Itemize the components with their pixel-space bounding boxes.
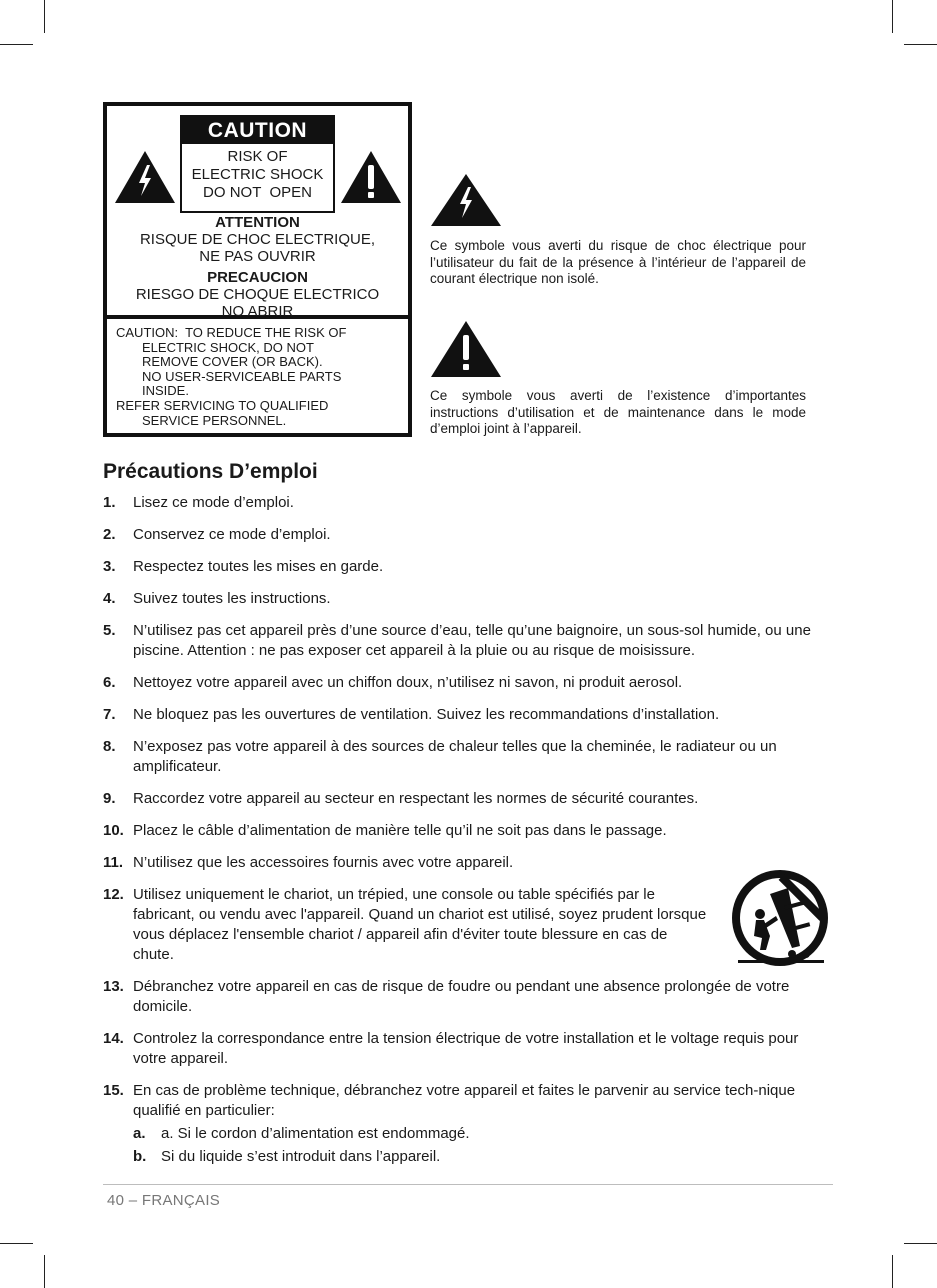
- precaucion-block: [107, 269, 408, 320]
- item-number: 5.: [103, 622, 116, 639]
- item-number: 8.: [103, 738, 116, 755]
- caution-instructions: [116, 326, 402, 428]
- list-item: [103, 589, 833, 609]
- list-item: [103, 1081, 833, 1167]
- item-text: Ne bloquez pas les ouvertures de ventilation. Suivez les recommandations d’installation.: [133, 706, 720, 723]
- item-number: 6.: [103, 674, 116, 691]
- list-item: [103, 557, 833, 577]
- instruction-line: NO USER-SERVICEABLE PARTS: [142, 368, 342, 384]
- list-item: [103, 885, 833, 965]
- item-number: 3.: [103, 558, 116, 575]
- sub-item-text: a. Si le cordon d’alimentation est endommagé.: [161, 1125, 470, 1142]
- item-text: Suivez toutes les instructions.: [133, 590, 331, 607]
- attention-heading: ATTENTION: [215, 214, 300, 231]
- crop-mark: [892, 1255, 893, 1288]
- sub-list: [133, 1124, 833, 1167]
- instruction-line: SERVICE PERSONNEL.: [142, 412, 287, 428]
- exclamation-symbol-icon: [430, 320, 502, 378]
- crop-mark: [892, 0, 893, 33]
- list-item: [103, 737, 833, 777]
- list-item: [103, 789, 833, 809]
- section-title: Précautions D’emploi: [103, 460, 318, 483]
- item-number: 11.: [103, 854, 124, 871]
- precaucion-line: NO ABRIR: [221, 303, 294, 320]
- caution-line: ELECTRIC SHOCK: [191, 166, 324, 183]
- sub-list-item: [133, 1147, 833, 1167]
- crop-mark: [0, 1243, 33, 1244]
- item-number: 9.: [103, 790, 116, 807]
- item-number: 1.: [103, 494, 116, 511]
- item-number: 2.: [103, 526, 116, 543]
- item-number: 10.: [103, 822, 124, 839]
- caution-line: RISK OF: [227, 148, 288, 165]
- item-number: 15.: [103, 1082, 124, 1099]
- list-item: [103, 621, 833, 661]
- sub-item-text: Si du liquide s’est introduit dans l’appareil.: [161, 1148, 441, 1165]
- shock-symbol-text: Ce symbole vous averti du risque de choc électrique pour l’utilisateur du fait de la présence à l’intérieur de l’appareil de courant électrique non isolé.: [430, 238, 806, 286]
- list-item: [103, 525, 833, 545]
- item-number: 13.: [103, 978, 124, 995]
- item-number: 14.: [103, 1030, 124, 1047]
- item-text: Placez le câble d’alimentation de manière telle qu’il ne soit pas dans le passage.: [133, 822, 667, 839]
- list-item: [103, 977, 833, 1017]
- caution-line: DO NOT OPEN: [203, 184, 312, 201]
- item-text: N’utilisez pas cet appareil près d’une source d’eau, telle qu’une baignoire, un sous-sol humide, ou une piscine. Attention : ne pas exposer cet appareil à la pluie ou au risque de moisissure.: [133, 622, 811, 659]
- instruction-line: CAUTION: TO REDUCE THE RISK OF: [116, 325, 347, 340]
- electric-shock-warning-icon: [113, 149, 177, 205]
- attention-line: RISQUE DE CHOC ELECTRIQUE,: [139, 231, 376, 248]
- precaucion-line: RIESGO DE CHOQUE ELECTRICO: [135, 286, 380, 303]
- caution-header-box: [180, 115, 335, 213]
- page-footer: 40 – FRANÇAIS: [107, 1192, 221, 1209]
- list-item: [103, 1029, 833, 1069]
- item-text: Conservez ce mode d’emploi.: [133, 526, 331, 543]
- item-text: Controlez la correspondance entre la tension électrique de votre installation et le voltage requis pour votre appareil.: [133, 1030, 799, 1067]
- item-number: 4.: [103, 590, 116, 607]
- item-text: Débranchez votre appareil en cas de risque de foudre ou pendant une absence prolongée de votre domicile.: [133, 978, 790, 1015]
- footer-divider: [103, 1184, 833, 1185]
- list-item: [103, 821, 833, 841]
- caution-label-top: [107, 106, 408, 319]
- precautions-list: [103, 493, 833, 1170]
- crop-mark: [0, 44, 33, 45]
- caution-label: [103, 102, 412, 437]
- crop-mark: [904, 1243, 937, 1244]
- list-item: [103, 493, 833, 513]
- cart-tipover-warning-icon: [726, 866, 834, 974]
- item-number: 12.: [103, 886, 124, 903]
- instruction-line: REFER SERVICING TO QUALIFIED: [116, 397, 329, 413]
- sub-item-letter: b.: [133, 1148, 147, 1165]
- sub-list-item: [133, 1124, 833, 1144]
- exclamation-symbol-text: Ce symbole vous averti de l’existence d’importantes instructions d’utilisation et de maintenance dans le mode d’emploi joint à l’appareil.: [430, 388, 806, 436]
- precaucion-heading: PRECAUCION: [207, 269, 308, 286]
- caution-title: CAUTION: [182, 117, 333, 144]
- item-text: N’exposez pas votre appareil à des sources de chaleur telles que la cheminée, le radiateur ou un amplificateur.: [133, 738, 777, 775]
- item-text: En cas de problème technique, débranchez votre appareil et faites le parvenir au service tech-nique qualifié en particulier:: [133, 1082, 796, 1119]
- item-text: Utilisez uniquement le chariot, un trépied, une console ou table spécifiés par le fabricant, ou vendu avec l'appareil. Quand un chariot est utilisé, soyez prudent lorsque vous déplacez l'ensemble chariot / appareil afin d'éviter toute blessure en cas de chute.: [133, 886, 707, 963]
- sub-item-letter: a.: [133, 1125, 146, 1142]
- crop-mark: [904, 44, 937, 45]
- item-text: Lisez ce mode d’emploi.: [133, 494, 294, 511]
- item-text: Nettoyez votre appareil avec un chiffon doux, n’utilisez ni savon, ni produit aerosol.: [133, 674, 683, 691]
- list-item: [103, 853, 833, 873]
- instruction-line: REMOVE COVER (OR BACK).: [142, 354, 323, 370]
- electric-shock-symbol-icon: [430, 173, 502, 227]
- attention-block: [107, 214, 408, 265]
- instruction-line: ELECTRIC SHOCK, DO NOT: [142, 339, 314, 355]
- list-item: [103, 673, 833, 693]
- instruction-line: INSIDE.: [142, 383, 189, 399]
- attention-line: NE PAS OUVRIR: [199, 248, 316, 265]
- exclamation-warning-icon: [339, 149, 403, 205]
- item-text: N’utilisez que les accessoires fournis avec votre appareil.: [133, 854, 514, 871]
- list-item: [103, 705, 833, 725]
- crop-mark: [44, 0, 45, 33]
- item-text: Respectez toutes les mises en garde.: [133, 558, 384, 575]
- item-number: 7.: [103, 706, 116, 723]
- crop-mark: [44, 1255, 45, 1288]
- item-text: Raccordez votre appareil au secteur en respectant les normes de sécurité courantes.: [133, 790, 699, 807]
